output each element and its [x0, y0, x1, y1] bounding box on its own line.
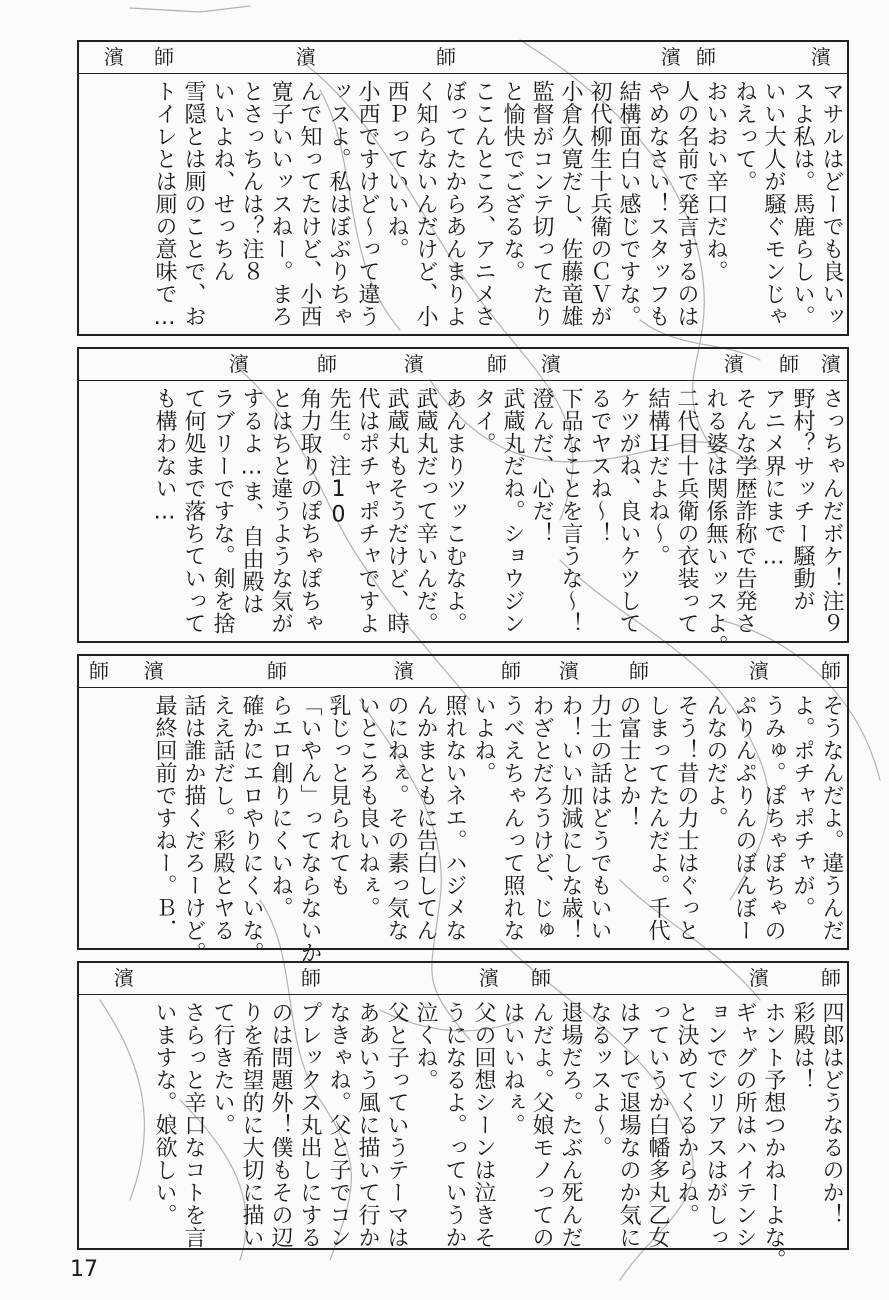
dialogue-panel-1	[77, 40, 849, 336]
speaker-label: 濱	[479, 966, 499, 990]
dialogue-line: るでヤスね〜！	[587, 387, 612, 545]
speaker-label: 師	[89, 659, 109, 683]
dialogue-line: て何処まで落ちていって	[181, 387, 206, 635]
dialogue-panel-3	[77, 654, 849, 964]
dialogue-line: ョンでシリアスはがしっ	[703, 1001, 728, 1249]
dialogue-line: うみゅ。ぽちゃぽちゃの	[761, 694, 786, 942]
speaker-label: 濱	[821, 352, 841, 376]
dialogue-line: く知らないんだけど、小	[413, 80, 438, 328]
dialogue-line: 父と子っていうテーマは	[384, 1001, 409, 1249]
dialogue-line: ホント予想つかねーよな。	[761, 1001, 786, 1271]
dialogue-line: 彩殿は！	[790, 1001, 815, 1091]
dialogue-line: っていうか白幡多丸乙女	[645, 1001, 670, 1249]
dialogue-line: の富士とか！	[616, 694, 641, 829]
dialogue-line: いいよね、せっちん	[210, 80, 235, 283]
speaker-label: 濱	[114, 966, 134, 990]
dialogue-line: のは問題外！僕もその辺	[268, 1001, 293, 1249]
dialogue-line: いよね。	[471, 694, 496, 784]
dialogue-line: ぼってたからあんまりよ	[442, 80, 467, 328]
dialogue-line: 寛子いいッスねー。まろ	[268, 80, 293, 328]
speaker-label: 師	[629, 659, 649, 683]
speaker-label: 師	[696, 45, 716, 69]
dialogue-line: んなのだよ。	[703, 694, 728, 829]
dialogue-line: とさっちんは？注８	[239, 80, 264, 283]
dialogue-line: そんな学歴詐称で告発さ	[732, 387, 757, 635]
dialogue-line: なきゃね。父と子でコン	[326, 1001, 351, 1249]
speaker-label: 濱	[296, 45, 316, 69]
dialogue-line: 退場だろ。たぶん死んだ	[558, 1001, 583, 1249]
speaker-label: 師	[267, 659, 287, 683]
speaker-label: 師	[821, 659, 841, 683]
dialogue-line: プレックス丸出しにする	[297, 1001, 322, 1249]
dialogue-line: そう！昔の力士はぐっと	[674, 694, 699, 942]
dialogue-line: わざとだろうけど、じゅ	[529, 694, 554, 942]
dialogue-line: ええ話だし。彩殿とヤる	[210, 694, 235, 942]
speaker-label: 濱	[661, 45, 681, 69]
dialogue-line: 武蔵丸だって辛いんだ。	[413, 387, 438, 635]
dialogue-line: スよ私は。馬鹿らしい。	[790, 80, 815, 328]
dialogue-line: ぷりんぷりんのぼんぼー	[732, 694, 757, 942]
dialogue-line: んだよ。父娘モノっての	[529, 1001, 554, 1249]
dialogue-line: ッスよ。私はぼぶりちゃ	[326, 80, 351, 328]
speaker-label: 師	[436, 45, 456, 69]
dialogue-line: 小西ですけど〜って違う	[355, 80, 380, 328]
dialogue-line: ああいう風に描いて行か	[355, 1001, 380, 1249]
dialogue-line: 泣くね。	[413, 1001, 438, 1091]
speaker-label: 師	[154, 45, 174, 69]
speaker-label: 濱	[404, 352, 424, 376]
dialogue-line: りを希望的に大切に描い	[239, 1001, 264, 1249]
dialogue-line: て行きたい。	[210, 1001, 235, 1136]
dialogue-line: 雪隠とは厠のことで、お	[181, 80, 206, 328]
dialogue-line: んで知ってたけど、小西	[297, 80, 322, 328]
dialogue-line: 代はポチャポチャですよ	[355, 387, 380, 635]
dialogue-panel-2	[77, 347, 849, 657]
dialogue-line: れる婆は関係無いッスよ。	[703, 387, 728, 657]
dialogue-line: 結構面白い感じですな。	[616, 80, 641, 328]
dialogue-line: うになるよ。っていうか	[442, 1001, 467, 1249]
dialogue-line: 野村？サッチー騒動が	[790, 387, 815, 612]
speaker-label: 濱	[144, 659, 164, 683]
dialogue-line: ケツがね、良いケツして	[616, 387, 641, 635]
dialogue-line: 西Ｐっていいね。	[384, 80, 409, 260]
dialogue-body-1	[79, 74, 847, 334]
dialogue-line: いところも良いねぇ。	[355, 694, 380, 919]
dialogue-line: タイ。	[471, 387, 496, 455]
speaker-header-2	[79, 349, 847, 381]
dialogue-line: そうなんだよ。違うんだ	[819, 694, 844, 942]
dialogue-line: 武蔵丸もそうだけど、時	[384, 387, 409, 635]
speaker-header-3	[79, 656, 847, 688]
dialogue-line: するよ…ま、自由殿は	[239, 387, 264, 615]
dialogue-line: 確かにエロやりにくいな。	[239, 694, 264, 964]
dialogue-line: ねえって。	[732, 80, 757, 193]
dialogue-line: のにねぇ。その素っ気な	[384, 694, 409, 942]
speaker-label: 濱	[559, 659, 579, 683]
dialogue-line: 監督がコンテ切ってたり	[529, 80, 554, 328]
speaker-label: 師	[779, 352, 799, 376]
dialogue-line: と決めてくるからね。	[674, 1001, 699, 1226]
speaker-label: 師	[501, 659, 521, 683]
speaker-label: 濱	[229, 352, 249, 376]
dialogue-line: んかまともに告白してん	[413, 694, 438, 942]
dialogue-line: さっちゃんだボケ！注９	[819, 387, 844, 635]
dialogue-line: 澄んだ、心だ！	[529, 387, 554, 545]
dialogue-line: ギャグの所はハイテンシ	[732, 1001, 757, 1249]
dialogue-line: 下品なことを言うな〜！	[558, 387, 583, 635]
dialogue-line: 人の名前で発言するのは	[674, 80, 699, 328]
dialogue-line: 四郎はどうなるのか！	[819, 1001, 844, 1226]
dialogue-line: よ。ポチャポチャが。	[790, 694, 815, 919]
dialogue-line: マサルはどーでも良いッ	[819, 80, 844, 328]
dialogue-line: 角力取りのぽちゃぽちゃ	[297, 387, 322, 635]
dialogue-line: いい大人が騒ぐモンじゃ	[761, 80, 786, 328]
dialogue-line: 先生。注10	[326, 387, 351, 528]
dialogue-line: 武蔵丸だね。ショウジン	[500, 387, 525, 635]
dialogue-line: ラブリーですな。剣を捨	[210, 387, 235, 635]
dialogue-line: わ！いい加減にしな歳！	[558, 694, 583, 942]
speaker-header-4	[79, 963, 847, 995]
dialogue-line: あんまりツッこむなよ。	[442, 387, 467, 635]
dialogue-line: おいおい辛口だね。	[703, 80, 728, 283]
dialogue-line: 乳じっと見られても	[326, 694, 351, 897]
speaker-label: 師	[301, 966, 321, 990]
dialogue-line: 「いやん」ってならないか	[297, 694, 322, 964]
speaker-label: 師	[317, 352, 337, 376]
dialogue-line: 最終回前ですねー。Ｂ．	[152, 694, 177, 942]
dialogue-body-4	[79, 995, 847, 1271]
dialogue-line: さらっと辛口なコトを言	[181, 1001, 206, 1249]
dialogue-line: 話は誰か描くだろーけど。	[181, 694, 206, 964]
speaker-label: 濱	[394, 659, 414, 683]
dialogue-line: いますな。娘欲しい。	[152, 1001, 177, 1226]
dialogue-line: らエロ創りにくいね。	[268, 694, 293, 919]
dialogue-line: ここんところ、アニメさ	[471, 80, 496, 328]
dialogue-line: 小倉久寛だし、佐藤竜雄	[558, 80, 583, 328]
speaker-label: 師	[821, 966, 841, 990]
dialogue-line: やめなさい！スタッフも	[645, 80, 670, 328]
dialogue-line: 父の回想シーンは泣きそ	[471, 1001, 496, 1249]
dialogue-line: トイレとは厠の意味で…	[152, 80, 177, 331]
speaker-label: 濱	[749, 966, 769, 990]
dialogue-line: 結構Ｈだよね〜。	[645, 387, 670, 567]
dialogue-line: とはちと違うような気が	[268, 387, 293, 635]
dialogue-body-2	[79, 381, 847, 657]
dialogue-line: うべえちゃんって照れな	[500, 694, 525, 942]
dialogue-line: と愉快でござるな。	[500, 80, 525, 283]
dialogue-panel-4	[77, 961, 849, 1271]
speaker-label: 濱	[104, 45, 124, 69]
dialogue-line: しまってたんだよ。千代	[645, 694, 670, 942]
speaker-label: 師	[531, 966, 551, 990]
dialogue-line: も構わない…	[152, 387, 177, 525]
dialogue-line: なるッスよ〜。	[587, 1001, 612, 1159]
dialogue-line: 二代目十兵衛の衣装って	[674, 387, 699, 635]
dialogue-body-3	[79, 688, 847, 964]
speaker-label: 濱	[749, 659, 769, 683]
page-number: 17	[70, 1257, 98, 1282]
dialogue-line: はいいねぇ。	[500, 1001, 525, 1136]
speaker-label: 濱	[811, 45, 831, 69]
speaker-header-1	[79, 42, 847, 74]
speaker-label: 師	[487, 352, 507, 376]
dialogue-line: はアレで退場なのか気に	[616, 1001, 641, 1249]
dialogue-line: 照れないネエ。ハジメな	[442, 694, 467, 942]
dialogue-line: アニメ界にまで…	[761, 387, 786, 570]
speaker-label: 濱	[724, 352, 744, 376]
dialogue-line: 初代柳生十兵衛のＣＶが	[587, 80, 612, 328]
dialogue-line: 力士の話はどうでもいい	[587, 694, 612, 942]
speaker-label: 濱	[541, 352, 561, 376]
